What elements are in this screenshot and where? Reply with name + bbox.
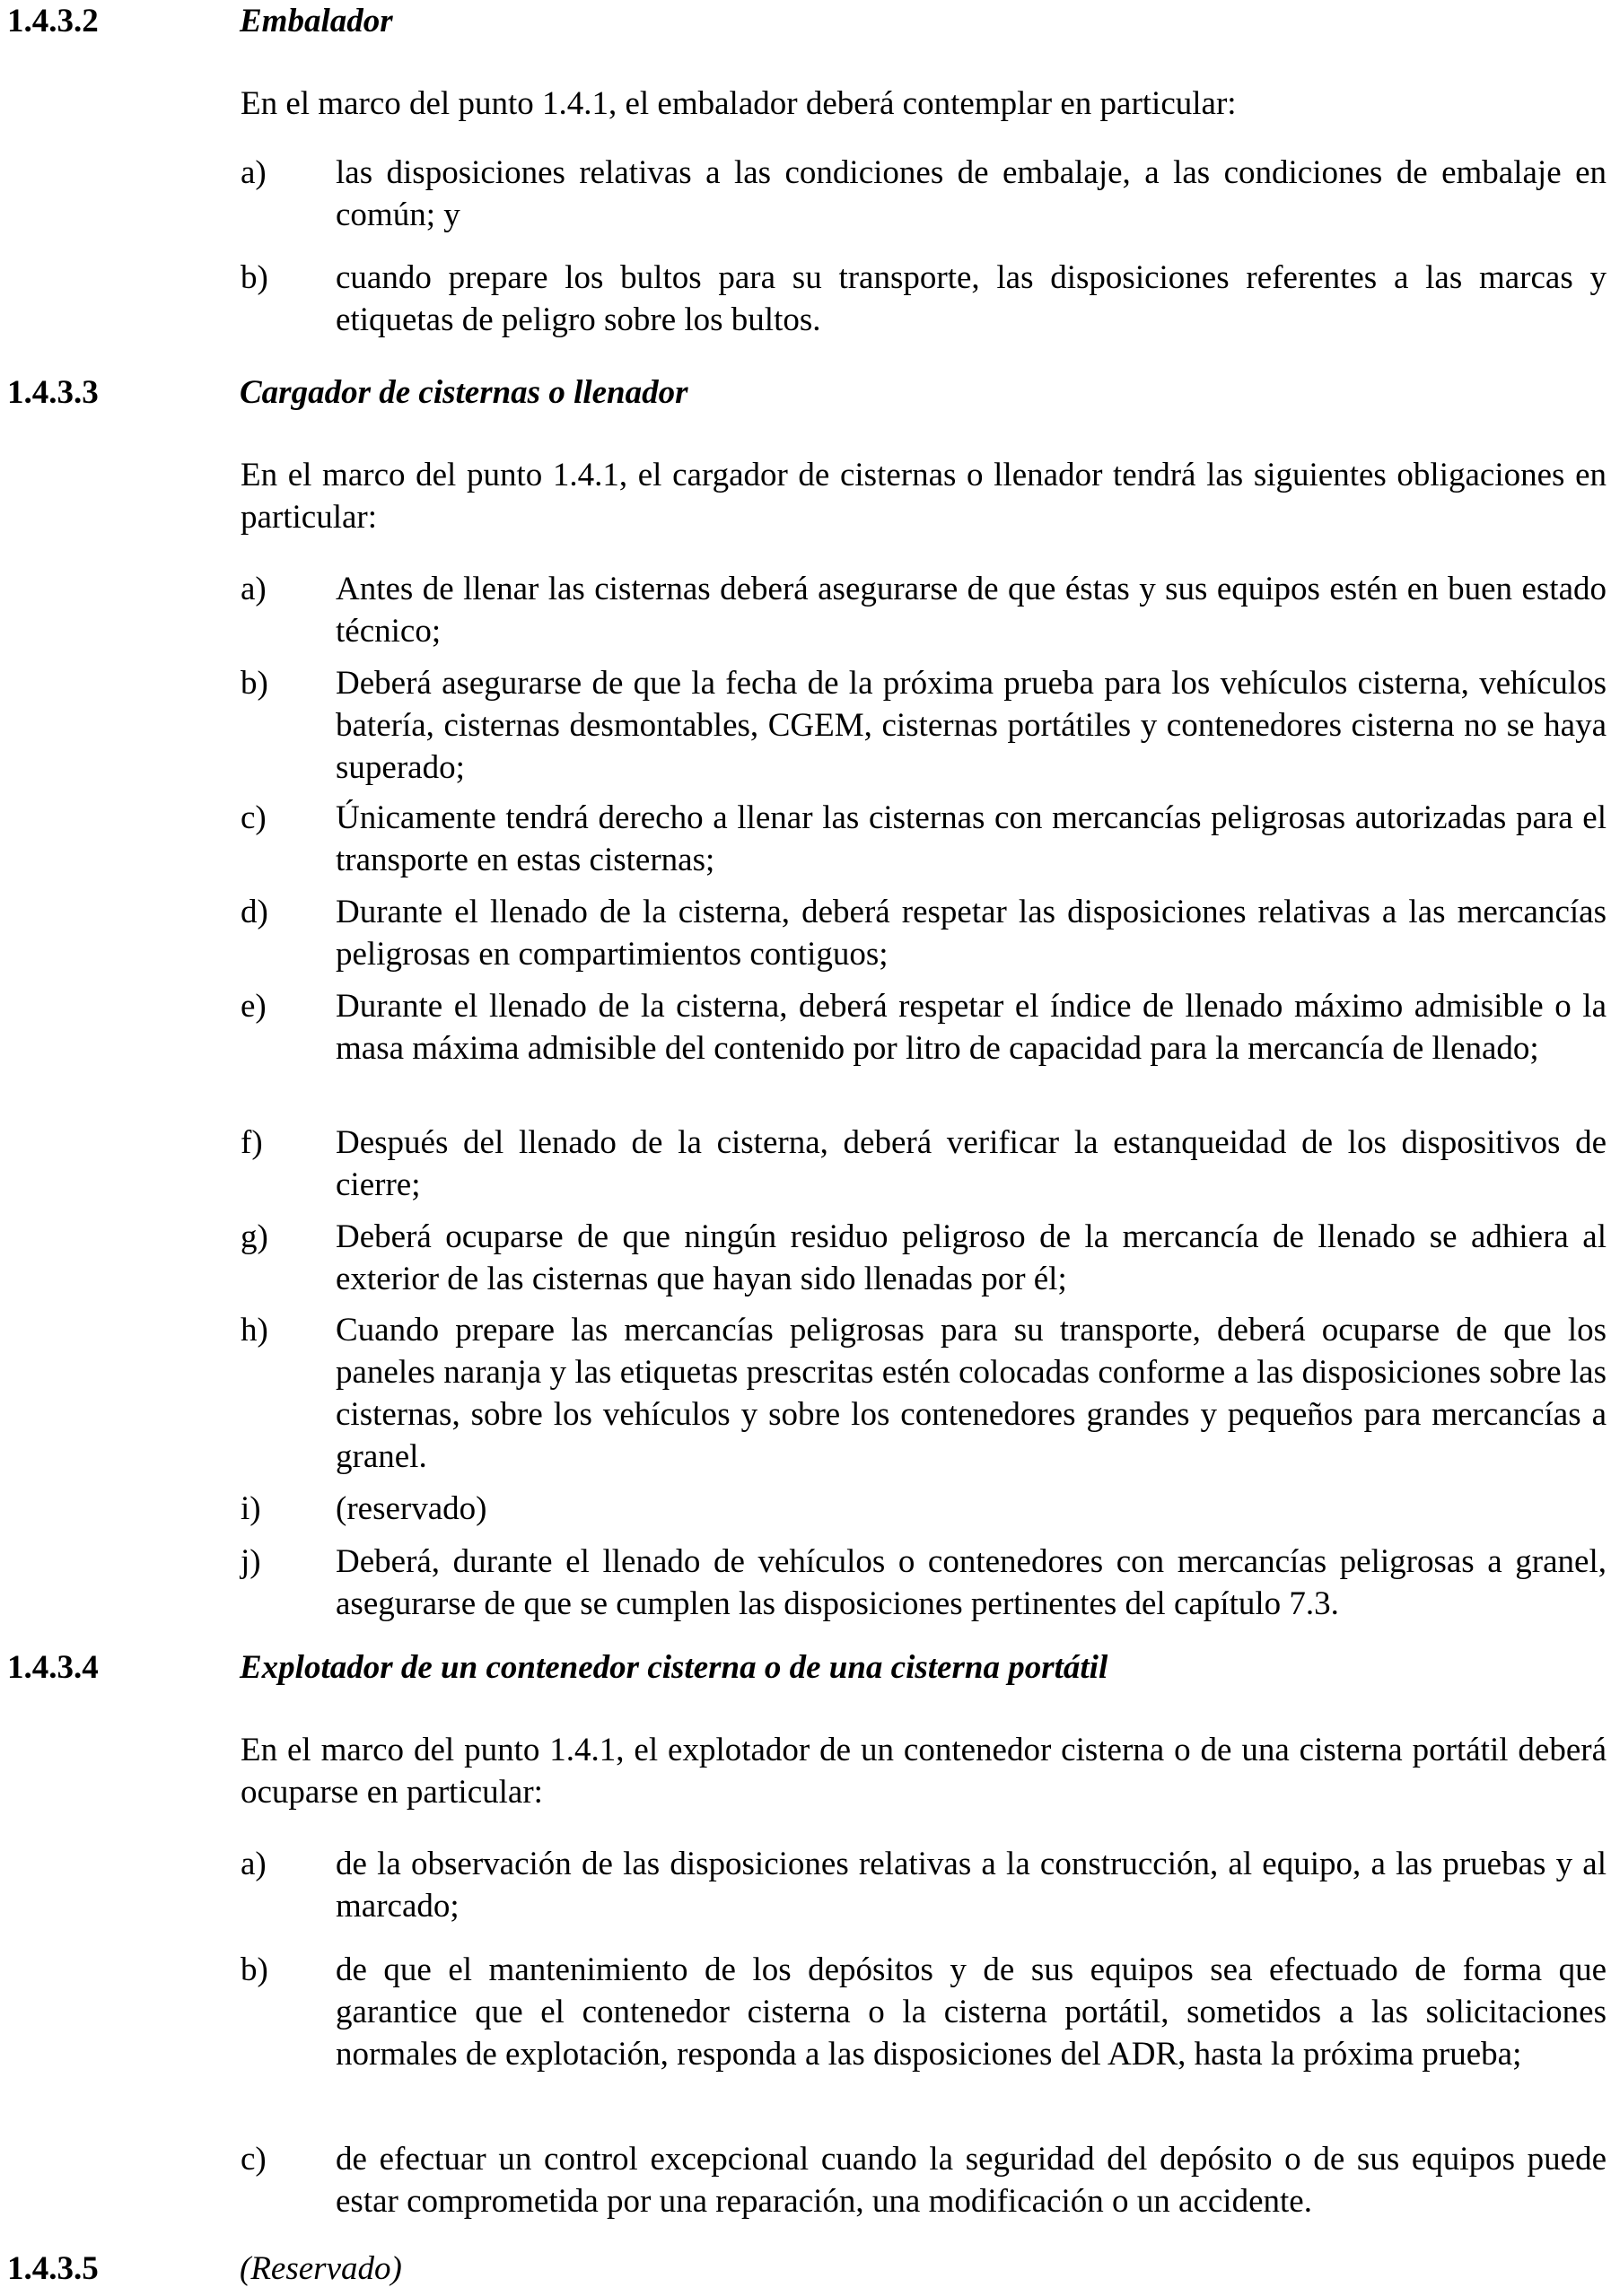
list-item-text: Deberá ocuparse de que ningún residuo peligroso de la mercancía de llenado se adhiera al exterior de las cisternas que hayan sido llenadas por él; bbox=[336, 1218, 1607, 1297]
list-item-label: a) bbox=[241, 571, 267, 607]
section-number: 1.4.3.5 bbox=[7, 2250, 99, 2287]
list-item bbox=[241, 797, 1607, 881]
list-item-text: Después del llenado de la cisterna, deberá verificar la estanqueidad de los dispositivos de cierre; bbox=[336, 1124, 1607, 1203]
list-item-text: de efectuar un control excepcional cuando la seguridad del depósito o de sus equipos puede estar comprometida por una reparación, una modificación o un accidente. bbox=[336, 2141, 1607, 2220]
list-item-label: j) bbox=[241, 1543, 261, 1580]
list-item bbox=[241, 152, 1607, 236]
section-title: Cargador de cisternas o llenador bbox=[240, 374, 688, 411]
list-item-label: a) bbox=[241, 1846, 267, 1882]
section-intro: En el marco del punto 1.4.1, el embalador deberá contemplar en particular: bbox=[241, 85, 1237, 122]
list-item-text: Antes de llenar las cisternas deberá asegurarse de que éstas y sus equipos estén en buen estado técnico; bbox=[336, 571, 1607, 650]
list-item-text: de la observación de las disposiciones relativas a la construcción, al equipo, a las pruebas y al marcado; bbox=[336, 1846, 1607, 1925]
list-item-text: Deberá, durante el llenado de vehículos o contenedores con mercancías peligrosas a granel, asegurarse de que se cumplen las disposiciones pertinentes del capítulo 7.3. bbox=[336, 1543, 1607, 1622]
section-intro: En el marco del punto 1.4.1, el explotador de un contenedor cisterna o de una cisterna portátil deberá ocuparse en particular: bbox=[241, 1732, 1607, 1811]
section-number: 1.4.3.4 bbox=[7, 1649, 99, 1686]
list-item-text: Deberá asegurarse de que la fecha de la próxima prueba para los vehículos cisterna, vehículos batería, cisternas desmontables, CGEM, cisternas portátiles y contenedores cisterna no se haya superado; bbox=[336, 665, 1607, 786]
list-item-text: Durante el llenado de la cisterna, deberá respetar las disposiciones relativas a las mercancías peligrosas en compartimientos contiguos; bbox=[336, 894, 1607, 973]
list-item-label: a) bbox=[241, 154, 267, 191]
list-item-text: cuando prepare los bultos para su transporte, las disposiciones referentes a las marcas y etiquetas de peligro sobre los bultos. bbox=[336, 259, 1607, 338]
section-intro: En el marco del punto 1.4.1, el cargador de cisternas o llenador tendrá las siguientes obligaciones en particular: bbox=[241, 457, 1607, 536]
section-heading-1-4-3-2 bbox=[7, 0, 1605, 45]
list-item bbox=[241, 1488, 1607, 1530]
list-item bbox=[241, 985, 1607, 1069]
list-item-text: las disposiciones relativas a las condiciones de embalaje, a las condiciones de embalaje en común; y bbox=[336, 154, 1607, 233]
list-item-label: c) bbox=[241, 799, 267, 836]
list-item bbox=[241, 1949, 1607, 2075]
list-item bbox=[241, 2138, 1607, 2222]
list-item-text: (reservado) bbox=[336, 1490, 487, 1527]
list-item bbox=[241, 1216, 1607, 1300]
list-item-label: f) bbox=[241, 1124, 263, 1161]
section-heading-1-4-3-5 bbox=[7, 2248, 1605, 2292]
list-item bbox=[241, 568, 1607, 652]
list-item-text: Únicamente tendrá derecho a llenar las cisternas con mercancías peligrosas autorizadas para el transporte en estas cisternas; bbox=[336, 799, 1607, 878]
list-item-text: Cuando prepare las mercancías peligrosas para su transporte, deberá ocuparse de que los paneles naranja y las etiquetas prescritas estén colocadas conforme a las disposiciones sobre las cisternas, sobre los vehículos y sobre los contenedores grandes y pequeños para mercancías a granel. bbox=[336, 1312, 1607, 1475]
section-title: (Reservado) bbox=[240, 2250, 402, 2287]
list-item bbox=[241, 1122, 1607, 1206]
list-item-text: de que el mantenimiento de los depósitos y de sus equipos sea efectuado de forma que garantice que el contenedor cisterna o la cisterna portátil, sometidos a las solicitaciones normales de explotación, responda a las disposiciones del ADR, hasta la próxima prueba; bbox=[336, 1951, 1607, 2073]
list-item bbox=[241, 1309, 1607, 1478]
list-item-label: e) bbox=[241, 988, 267, 1025]
list-item-label: g) bbox=[241, 1218, 268, 1255]
list-item-label: b) bbox=[241, 1951, 268, 1988]
list-item-label: i) bbox=[241, 1490, 261, 1527]
list-item bbox=[241, 1541, 1607, 1625]
list-item-label: d) bbox=[241, 894, 268, 930]
list-item bbox=[241, 257, 1607, 341]
list-item-label: b) bbox=[241, 665, 268, 702]
list-item-label: b) bbox=[241, 259, 268, 296]
section-number: 1.4.3.3 bbox=[7, 374, 99, 411]
list-item-text: Durante el llenado de la cisterna, deberá respetar el índice de llenado máximo admisible o la masa máxima admisible del contenido por litro de capacidad para la mercancía de llenado; bbox=[336, 988, 1607, 1067]
section-heading-1-4-3-4 bbox=[7, 1646, 1605, 1691]
list-item bbox=[241, 662, 1607, 789]
list-item-label: h) bbox=[241, 1312, 268, 1349]
section-title: Embalador bbox=[240, 3, 393, 39]
section-number: 1.4.3.2 bbox=[7, 3, 99, 39]
section-title: Explotador de un contenedor cisterna o de una cisterna portátil bbox=[240, 1649, 1108, 1686]
list-item-label: c) bbox=[241, 2141, 267, 2178]
list-item bbox=[241, 891, 1607, 975]
list-item bbox=[241, 1843, 1607, 1927]
section-heading-1-4-3-3 bbox=[7, 371, 1605, 416]
